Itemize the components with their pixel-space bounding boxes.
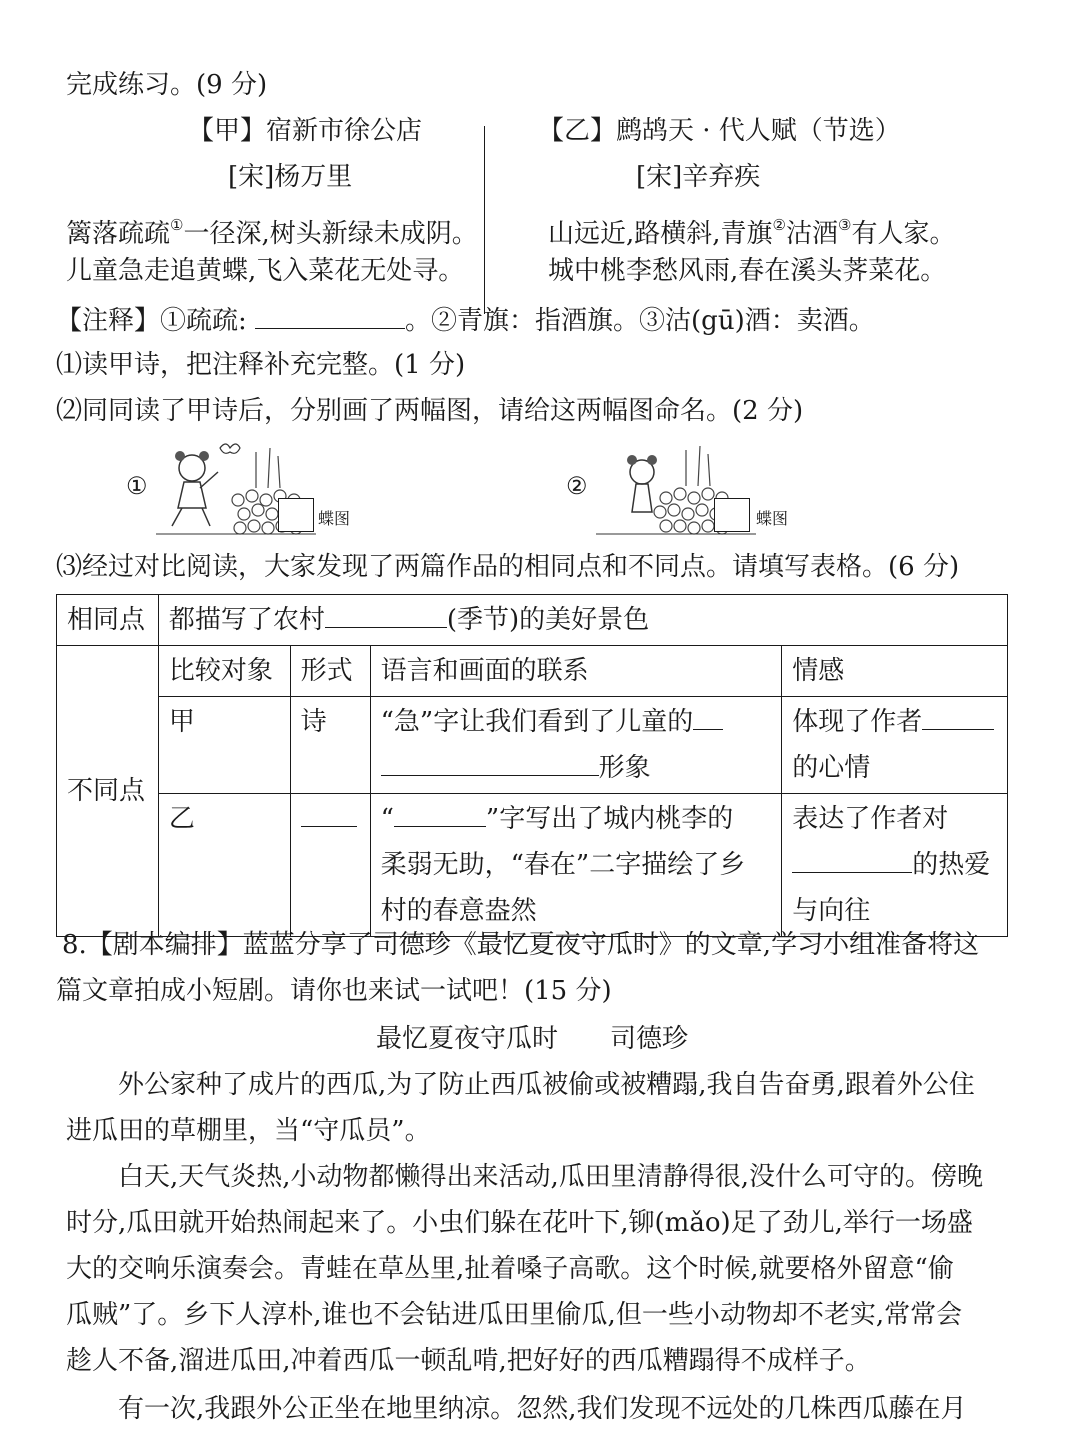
season-blank[interactable] xyxy=(325,599,447,628)
picture-1 xyxy=(120,438,350,538)
poem-a-title: 【甲】宿新市徐公店 xyxy=(188,116,423,146)
annotation-blank[interactable] xyxy=(255,302,405,329)
article-line-5: 大的交响乐演奏会。青蛙在草丛里,扯着嗓子高歌。这个时候,就要格外留意“偷 xyxy=(66,1254,954,1284)
article-line-4: 时分,瓜田就开始热闹起来了。小虫们躲在花叶下,铆(mǎo)足了劲儿,举行一场盛 xyxy=(66,1208,973,1238)
row-b-language: “ ”字写出了城内桃李的 柔弱无助，“春在”二字描绘了乡 村的春意盎然 xyxy=(370,794,782,937)
poem-b-title: 【乙】鹧鸪天 · 代人赋（节选） xyxy=(538,116,901,146)
poem-b-author: [宋]辛弃疾 xyxy=(636,162,761,192)
question-2: ⑵同同读了甲诗后，分别画了两幅图，请给这两幅图命名。(2 分) xyxy=(56,396,804,426)
article-line-8: 有一次,我跟外公正坐在地里纳凉。忽然,我们发现不远处的几株西瓜藤在月 xyxy=(118,1394,967,1424)
article-line-2: 进瓜田的草棚里，当“守瓜员”。 xyxy=(66,1116,431,1146)
header-language: 语言和画面的联系 xyxy=(370,646,782,697)
intro-text: 完成练习。(9 分) xyxy=(66,70,268,100)
article-author: 司德珍 xyxy=(610,1024,689,1054)
table-row-a xyxy=(57,697,1008,794)
row-b-form xyxy=(290,794,370,937)
poem-a-author: [宋]杨万里 xyxy=(228,162,353,192)
poem-b-line-1: 山远近,路横斜,青旗②沽酒③有人家。 xyxy=(548,216,956,249)
row-a-form: 诗 xyxy=(290,697,370,794)
header-object: 比较对象 xyxy=(158,646,290,697)
annotation-line: 【注释】①疏疏: 。②青旗：指酒旗。③沽(gū)酒：卖酒。 xyxy=(56,302,875,338)
table-row-header xyxy=(57,646,1008,697)
row-a-image-blank-1[interactable] xyxy=(693,701,723,730)
article-line-3: 白天,天气炎热,小动物都懒得出来活动,瓜田里清静得很,没什么可守的。傍晚 xyxy=(118,1162,984,1192)
poem-a-line-1: 篱落疏疏①一径深,树头新绿未成阴。 xyxy=(66,216,478,249)
table-row-b xyxy=(57,794,1008,937)
picture-2-caption: 蝶图 xyxy=(756,509,789,528)
article-line-1: 外公家种了成片的西瓜,为了防止西瓜被偷或被糟蹋,我自告奋勇,跟着外公住 xyxy=(118,1070,975,1100)
article-line-6: 瓜贼”了。乡下人淳朴,谁也不会钻进瓜田里偷瓜,但一些小动物却不老实,常常会 xyxy=(66,1300,963,1330)
poem-b-line-2: 城中桃李愁风雨,春在溪头荠菜花。 xyxy=(548,256,947,286)
same-content: 都描写了农村 (季节)的美好景色 xyxy=(158,595,1007,646)
picture-2 xyxy=(560,438,790,538)
header-emotion: 情感 xyxy=(782,646,1008,697)
question-1: ⑴读甲诗，把注释补充完整。(1 分) xyxy=(56,350,466,380)
row-a-object: 甲 xyxy=(158,697,290,794)
picture-2-number: ② xyxy=(566,472,588,500)
row-a-image-blank-2[interactable] xyxy=(381,747,599,776)
poem-a-line-2: 儿童急走追黄蝶,飞入菜花无处寻。 xyxy=(66,256,465,286)
header-form: 形式 xyxy=(290,646,370,697)
article-line-7: 趁人不备,溜进瓜田,冲着西瓜一顿乱啃,把好好的西瓜糟蹋得不成样子。 xyxy=(66,1346,871,1376)
row-a-language: “急”字让我们看到了儿童的 形象 xyxy=(370,697,782,794)
row-a-emotion: 体现了作者 的心情 xyxy=(782,697,1008,794)
row-b-love-blank[interactable] xyxy=(792,844,912,873)
row-b-word-blank[interactable] xyxy=(394,798,486,827)
question-8-line-2: 篇文章拍成小短剧。请你也来试一试吧！(15 分) xyxy=(56,976,612,1006)
picture-1-caption: 蝶图 xyxy=(318,509,351,528)
question-3: ⑶经过对比阅读，大家发现了两篇作品的相同点和不同点。请填写表格。(6 分) xyxy=(56,552,960,582)
same-label: 相同点 xyxy=(57,595,159,646)
article-title: 最忆夏夜守瓜时 司德珍 xyxy=(376,1024,689,1054)
diff-label: 不同点 xyxy=(57,646,159,937)
comparison-table xyxy=(56,594,1008,937)
picture-1-title-box[interactable] xyxy=(278,498,314,532)
row-b-form-blank[interactable] xyxy=(301,798,357,827)
row-b-emotion: 表达了作者对 的热爱 与向往 xyxy=(782,794,1008,937)
question-8-line-1: 8.【剧本编排】蓝蓝分享了司德珍《最忆夏夜守瓜时》的文章,学习小组准备将这 xyxy=(62,930,980,960)
picture-2-title-box[interactable] xyxy=(714,498,750,532)
poem-divider xyxy=(484,126,485,314)
picture-1-number: ① xyxy=(126,472,148,500)
row-a-mood-blank[interactable] xyxy=(922,701,994,730)
table-row-same xyxy=(57,595,1008,646)
row-b-object: 乙 xyxy=(158,794,290,937)
